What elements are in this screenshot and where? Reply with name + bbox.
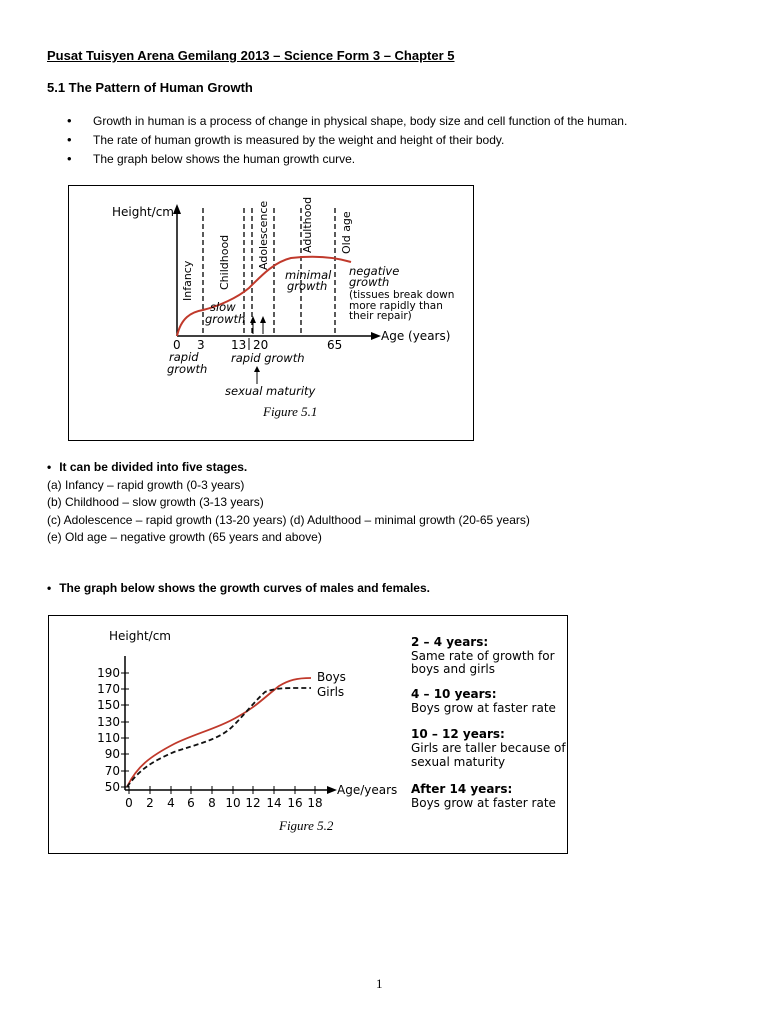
tick-label: 13	[231, 338, 247, 352]
note-heading: 2 – 4 years:	[411, 635, 489, 649]
y-axis-arrow-icon	[173, 204, 181, 214]
list-item: (c) Adolescence – rapid growth (13-20 years) (d) Adulthood – minimal growth (20-65 years)	[47, 512, 530, 527]
x-axis-arrow-icon	[371, 332, 381, 340]
note-line: Boys grow at faster rate	[411, 701, 556, 715]
x-tick-label: 16	[287, 796, 303, 810]
annotation-tissues-note: (tissues break down	[349, 289, 455, 301]
note-heading: After 14 years:	[411, 782, 513, 796]
note-heading: 10 – 12 years:	[411, 727, 505, 741]
x-axis-arrow-icon	[327, 786, 337, 794]
growth-curves-bullet: • The graph below shows the growth curves of males and females.	[47, 581, 430, 595]
annotation-slow-growth: growth	[205, 312, 246, 326]
annotation-negative-growth: negative	[349, 264, 400, 278]
x-tick-label: 14	[266, 796, 282, 810]
x-tick-label: 6	[187, 796, 195, 810]
annotation-negative-growth: growth	[349, 275, 390, 289]
annotation-minimal-growth: minimal	[285, 268, 332, 282]
stage-label-adolescence: Adolescence	[257, 200, 270, 270]
x-axis-label: Age/years	[337, 783, 398, 797]
x-tick-label: 4	[167, 796, 175, 810]
up-arrow-icon	[254, 366, 260, 372]
x-axis-label: Age (years)	[381, 329, 451, 343]
note-line: Boys grow at faster rate	[411, 796, 556, 810]
x-tick-label: 0	[125, 796, 133, 810]
page-header: Pusat Tuisyen Arena Gemilang 2013 – Science Form 3 – Chapter 5	[47, 48, 455, 63]
list-item: (b) Childhood – slow growth (3-13 years)	[47, 495, 264, 509]
list-item: • Growth in human is a process of change in physical shape, body size and cell function of the human.	[47, 114, 727, 133]
annotation-rapid-growth: growth	[167, 362, 208, 376]
list-item: • The rate of human growth is measured by the weight and height of their body.	[47, 133, 727, 152]
figure-caption: Figure 5.1	[263, 404, 318, 419]
annotation-tissues-note: more rapidly than	[349, 300, 443, 312]
stage-label-old-age: Old age	[340, 211, 353, 254]
stages-lead: • It can be divided into five stages.	[47, 459, 530, 477]
legend-girls: Girls	[317, 685, 345, 699]
figure-5-1	[68, 185, 474, 441]
stage-label-childhood: Childhood	[218, 234, 231, 290]
annotation-minimal-growth: growth	[287, 279, 328, 293]
list-item: • The graph below shows the human growth curve.	[47, 152, 727, 171]
stage-label-adulthood: Adulthood	[301, 196, 314, 253]
annotation-slow-growth: slow	[210, 300, 236, 314]
legend-boys: Boys	[317, 670, 346, 684]
annotation-sexual-maturity: sexual maturity	[225, 384, 316, 398]
page-number: 1	[376, 976, 383, 991]
tick-label: 3	[197, 338, 205, 352]
y-tick-label: 170	[97, 682, 120, 696]
y-tick-label: 190	[97, 666, 120, 680]
x-tick-label: 8	[208, 796, 216, 810]
figure-caption: Figure 5.2	[279, 818, 334, 833]
up-arrow-icon	[250, 316, 256, 323]
growth-curve-diagram	[69, 186, 473, 440]
stages-list	[47, 459, 530, 547]
figure-5-2	[48, 615, 568, 854]
x-tick-label: 2	[146, 796, 154, 810]
note-line: Same rate of growth for	[411, 649, 555, 663]
y-axis-label: Height/cm	[109, 629, 171, 643]
annotation-rapid-growth: rapid	[169, 350, 199, 364]
note-line: Girls are taller because of	[411, 741, 566, 755]
y-tick-label: 150	[97, 698, 120, 712]
y-tick-label: 90	[104, 747, 120, 761]
section-title: 5.1 The Pattern of Human Growth	[47, 80, 253, 95]
tick-label: 65	[327, 338, 343, 352]
note-line: boys and girls	[411, 662, 495, 676]
tick-label: 0	[173, 338, 181, 352]
note-heading: 4 – 10 years:	[411, 687, 497, 701]
intro-bullet-list	[47, 114, 727, 171]
up-arrow-icon	[260, 316, 266, 323]
x-tick-label: 12	[245, 796, 261, 810]
y-tick-label: 50	[104, 780, 120, 794]
list-item: (a) Infancy – rapid growth (0-3 years)	[47, 477, 245, 492]
y-axis-label: Height/cm	[112, 205, 174, 219]
y-tick-label: 70	[104, 764, 120, 778]
tick-label: 20	[253, 338, 269, 352]
stage-label-infancy: Infancy	[181, 260, 194, 301]
boys-curve-line	[127, 678, 311, 787]
note-line: sexual maturity	[411, 755, 506, 769]
list-item: (e) Old age – negative growth (65 years and above)	[47, 530, 322, 544]
annotation-rapid-growth-mid: rapid growth	[231, 351, 305, 365]
y-tick-label: 130	[97, 715, 120, 729]
girls-curve-line	[127, 688, 311, 787]
male-female-growth-chart	[49, 616, 567, 853]
x-tick-label: 10	[225, 796, 241, 810]
x-tick-label: 18	[307, 796, 323, 810]
y-tick-label: 110	[97, 731, 120, 745]
annotation-tissues-note: their repair)	[349, 310, 412, 322]
